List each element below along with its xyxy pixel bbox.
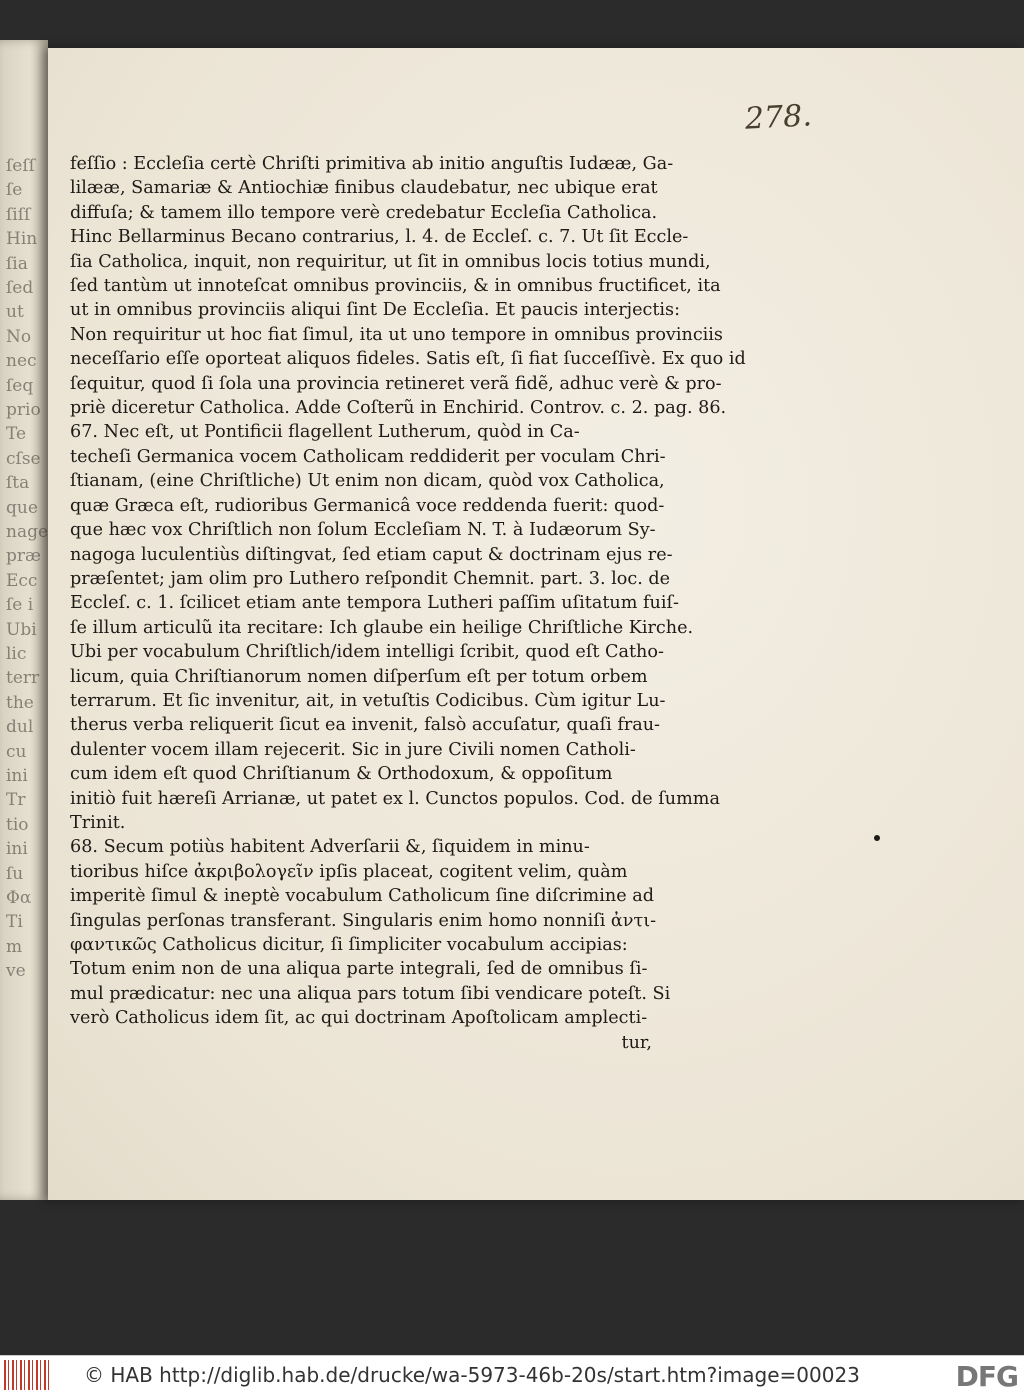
text-line: dulenter vocem illam rejecerit. Sic in jure Civili nomen Catholi- [70, 739, 636, 760]
left-page-fragment: Ti [6, 912, 23, 933]
left-page-fragment: cſse [6, 448, 41, 469]
text-line: Eccleſ. c. 1. ſcilicet etiam ante tempora Lutheri paſſim uſitatum fuiſ- [70, 593, 679, 614]
text-line: nagoga luculentiùs diſtingvat, ſed etiam caput & doctrinam ejus re- [70, 544, 673, 565]
left-page-fragment: ſiſſ [6, 204, 31, 225]
left-page-fragment: ſta [6, 473, 30, 494]
left-page-fragment: ut [6, 302, 24, 323]
text-line: therus verba reliquerit ſicut ea invenit, falsò accuſatur, quaſi frau- [70, 715, 660, 736]
text-line: imperitè ſimul & ineptè vocabulum Catholicum ſine diſcrimine ad [70, 886, 654, 907]
text-line: 67. Nec eſt, ut Pontificii flagellent Lutherum, quòd in Ca- [70, 422, 580, 443]
dfg-logo: DFG [955, 1360, 1018, 1393]
text-line: ſe illum articulũ ita recitare: Ich glaube ein heilige Chriſtliche Kirche. [70, 617, 694, 638]
left-page-fragment: ſu [6, 863, 24, 884]
left-page-fragment: que [6, 497, 38, 518]
left-page-fragment: Ecc [6, 570, 38, 591]
left-page-fragment: ſed [6, 278, 34, 298]
left-page-fragment: dul [6, 717, 34, 738]
left-page-fragment: Te [6, 424, 27, 445]
left-page-fragment: ſe [6, 180, 23, 201]
text-line: que hæc vox Chriſtlich non ſolum Eccleſiam N. T. à Iudæorum Sy- [70, 520, 656, 541]
left-page-fragment: prio [6, 400, 41, 420]
left-page-fragment: ſeq [6, 375, 34, 396]
left-page-fragment: ini [6, 766, 28, 786]
text-line: præſentet; jam olim pro Luthero reſpondit Chemnit. part. 3. loc. de [70, 568, 671, 589]
left-page-fragment: ſia [6, 253, 28, 274]
footer-credit[interactable]: © HAB http://diglib.hab.de/drucke/wa-5973-46b-20s/start.htm?image=00023 [84, 1363, 860, 1387]
text-line: φαντικῶς Catholicus dicitur, ſi ſimpliciter vocabulum accipias: [70, 935, 628, 955]
text-line: terrarum. Et ſic invenitur, ait, in vetuſtis Codicibus. Cùm igitur Lu- [70, 690, 666, 711]
left-page-fragment: the [6, 692, 34, 713]
left-page-fragment: m [6, 936, 23, 957]
text-line: Totum enim non de una aliqua parte integrali, ſed de omnibus ſi- [70, 959, 648, 980]
left-page-edge [0, 40, 48, 1200]
text-line: verò Catholicus idem ſit, ac qui doctrinam Apoſtolicam amplecti- [70, 1008, 648, 1029]
footer-bar [0, 1355, 1024, 1394]
left-page-fragment: Ubi [6, 619, 37, 640]
left-page-fragment: Φα [6, 888, 32, 908]
left-page-fragment: tio [6, 814, 29, 835]
text-line: ſed tantùm ut innoteſcat omnibus provinciis, & in omnibus fructificet, ita [70, 276, 721, 297]
text-line: ſia Catholica, inquit, non requiritur, ut ſit in omnibus locis totius mundi, [70, 251, 711, 272]
hab-logo-icon [4, 1360, 50, 1390]
text-line: licum, quia Chriſtianorum nomen diſperſum eſt per totum orbem [70, 666, 648, 687]
text-line: tioribus hiſce ἀκριβολογεῖν ipſis placeat, cogitent velim, quàm [70, 861, 628, 882]
left-page-fragment: ſe i [6, 595, 34, 616]
left-page-fragment: cu [6, 741, 27, 762]
text-line: diffuſa; & tamem illo tempore verè credebatur Eccleſia Catholica. [70, 202, 658, 223]
left-page-fragment: No [6, 326, 32, 347]
text-line: quæ Græca eſt, rudioribus Germanicâ voce reddenda fuerit: quod- [70, 495, 665, 516]
left-page-fragment: nage [6, 522, 49, 542]
text-line: techeſi Germanica vocem Catholicam reddiderit per voculam Chri- [70, 446, 666, 467]
text-line: cum idem eſt quod Chriſtianum & Orthodoxum, & oppoſitum [70, 764, 613, 785]
text-line: Hinc Bellarminus Becano contrarius, l. 4. de Eccleſ. c. 7. Ut ſit Eccle- [70, 227, 689, 248]
left-page-fragment: Hin [6, 229, 38, 250]
left-page-fragment: lic [6, 644, 27, 664]
text-line: tur, [621, 1032, 652, 1053]
text-line: priè diceretur Catholica. Adde Coſterũ in Enchirid. Controv. c. 2. pag. 86. [70, 398, 727, 419]
left-page-fragment: nec [6, 351, 37, 372]
text-line: Trinit. [70, 812, 126, 833]
text-line: neceſſario eſſe oporteat aliquos fideles. Satis eſt, ſi fiat ſucceſſivè. Ex quo id [70, 349, 746, 370]
book-page [48, 48, 1024, 1200]
text-line: lilææ, Samariæ & Antiochiæ finibus claudebatur, nec ubique erat [70, 178, 658, 199]
left-page-fragment: terr [6, 668, 40, 689]
folio-number: 278. [744, 98, 813, 137]
left-page-fragment: ini [6, 839, 28, 860]
text-line: ſequitur, quod ſi ſola una provincia retineret verã fidẽ, adhuc verè & pro- [70, 373, 722, 394]
text-line: ut in omnibus provinciis aliqui ſint De Eccleſia. Et paucis interjectis: [70, 300, 680, 321]
ink-dot [874, 835, 880, 841]
page-body-text [70, 152, 746, 1055]
text-line: initiò fuit hæreſi Arrianæ, ut patet ex l. Cunctos populos. Cod. de ſumma [70, 788, 720, 809]
text-line: Ubi per vocabulum Chriſtlich/idem intelligi ſcribit, quod eſt Catho- [70, 642, 664, 663]
left-page-fragment: ſeſſ [6, 156, 35, 176]
text-line: feſſio : Eccleſia certè Chriſti primitiva ab initio anguſtis Iudææ, Ga- [70, 154, 674, 174]
text-line: Non requiritur ut hoc fiat ſimul, ita ut uno tempore in omnibus provinciis [70, 324, 723, 345]
text-line: 68. Secum potiùs habitent Adverſarii &, ſiquidem in minu- [70, 837, 590, 858]
text-line: ſtianam, (eine Chriſtliche) Ut enim non dicam, quòd vox Catholica, [70, 471, 665, 492]
text-line: ſingulas perſonas transferant. Singularis enim homo nonniſi ἀντι- [70, 910, 657, 931]
text-line: mul prædicatur: nec una aliqua pars totum ſibi vendicare poteſt. Si [70, 983, 671, 1004]
left-page-fragment: Tr [6, 790, 26, 811]
left-page-fragment: præ [6, 546, 41, 567]
left-page-fragment: ve [6, 961, 26, 982]
